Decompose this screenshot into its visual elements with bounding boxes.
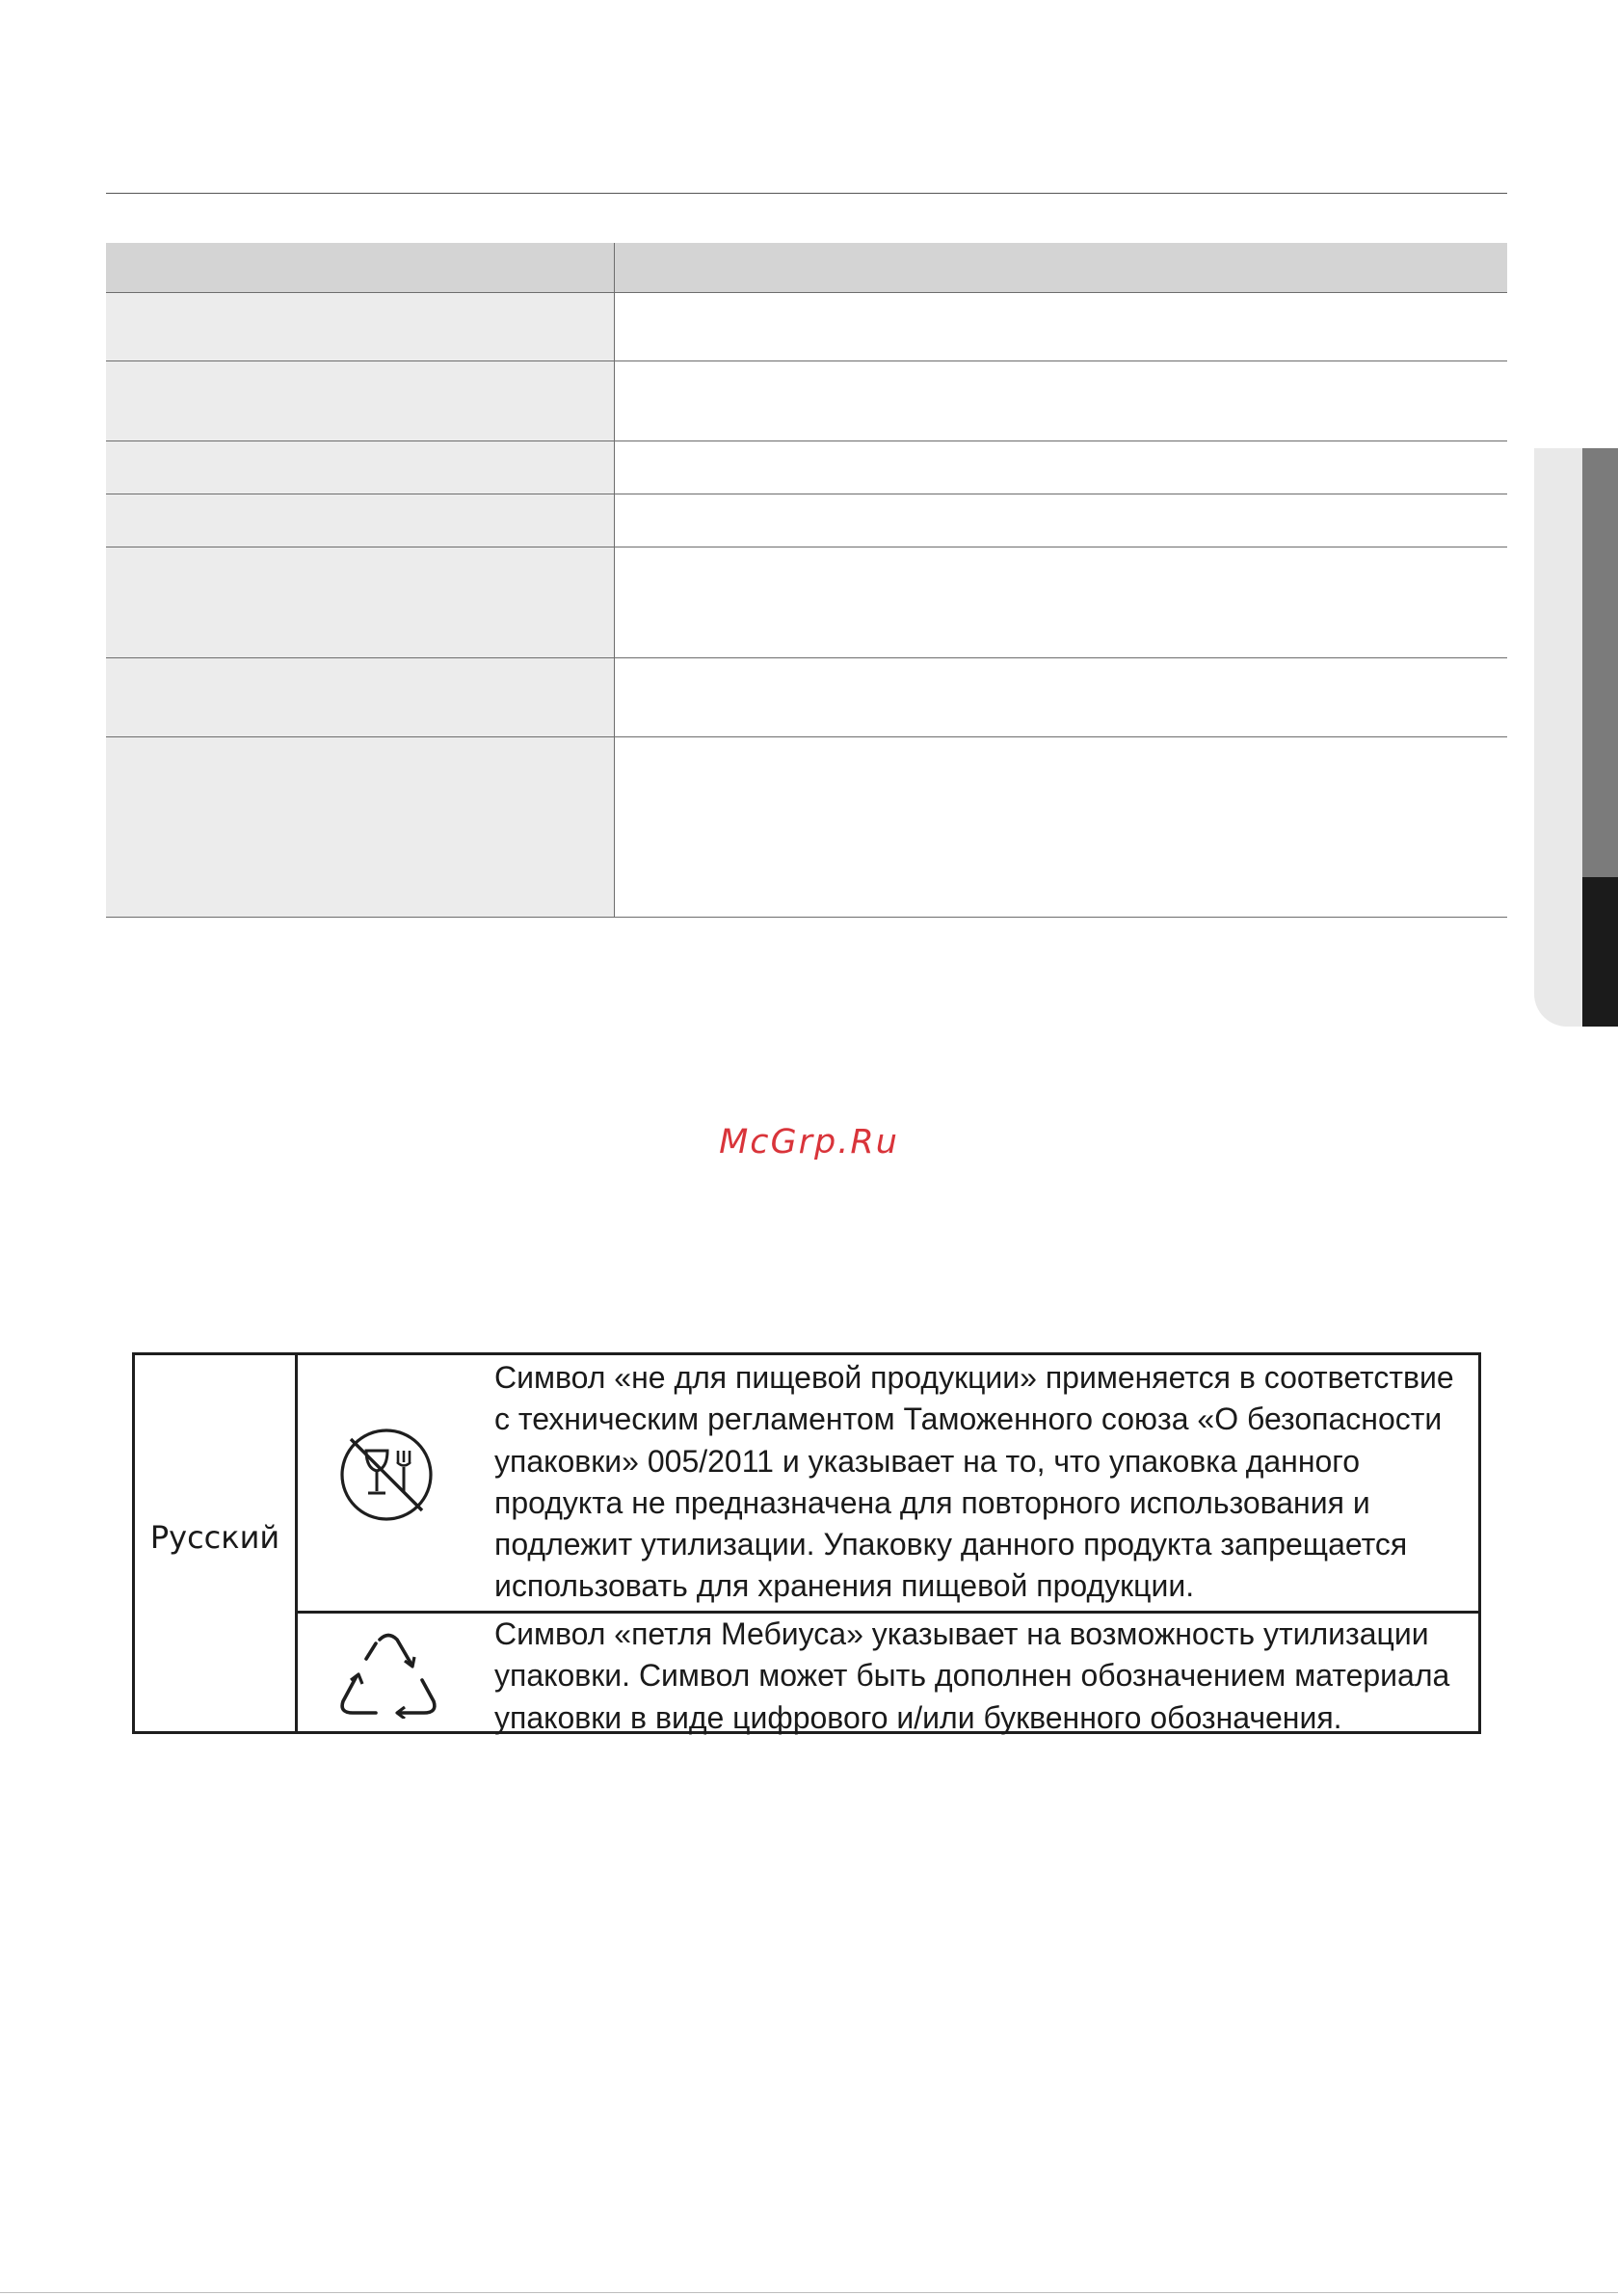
section-tab-marker-upper: [1582, 448, 1618, 877]
row-value-cell: [615, 547, 1508, 657]
description-line: использовать для хранения пищевой продукции.: [494, 1568, 1195, 1604]
table-row: [106, 494, 1507, 547]
header-value-cell: [615, 243, 1508, 292]
description-line: продукта не предназначена для повторного использования и: [494, 1484, 1370, 1520]
description-line: подлежит утилизации. Упаковку данного продукта запрещается: [494, 1527, 1408, 1562]
table-row: [106, 292, 1507, 360]
language-column: [135, 1355, 298, 1731]
description-line: упаковки в виде цифрового и/или буквенного обозначения.: [494, 1699, 1342, 1735]
row-label-cell: [106, 292, 615, 360]
description-line: с техническим регламентом Таможенного союза «О безопасности: [494, 1402, 1443, 1437]
row-value-cell: [615, 657, 1508, 736]
description-line: Символ «петля Мебиуса» указывает на возможность утилизации: [494, 1616, 1429, 1651]
row-value-cell: [615, 292, 1508, 360]
row-value-cell: [615, 736, 1508, 917]
table-row: [106, 657, 1507, 736]
section-tab-marker-lower: [1582, 877, 1618, 1027]
top-rule: [106, 193, 1507, 194]
language-label: Русский: [149, 1519, 280, 1556]
watermark: McGrp.Ru: [719, 1123, 899, 1161]
row-label-cell: [106, 441, 615, 494]
description-line: упаковки» 005/2011 и указывает на то, что упаковка данного: [494, 1443, 1361, 1479]
bottom-rule: [0, 2292, 1618, 2293]
row-label-cell: [106, 547, 615, 657]
spec-table: [106, 243, 1507, 918]
not-for-food-icon: [337, 1426, 436, 1524]
row-value-cell: [615, 360, 1508, 441]
description-line: упаковки. Символ может быть дополнен обозначением материала: [494, 1658, 1450, 1694]
mobius-loop-icon: [337, 1632, 439, 1719]
row-label-cell: [106, 657, 615, 736]
packaging-symbols-box: [132, 1352, 1481, 1734]
mobius-loop-description: [494, 1614, 1468, 1739]
table-row: [106, 736, 1507, 917]
row-label-cell: [106, 494, 615, 547]
table-row: [106, 547, 1507, 657]
header-label-cell: [106, 243, 615, 292]
row-label-cell: [106, 360, 615, 441]
row-label-cell: [106, 736, 615, 917]
table-header-row: [106, 243, 1507, 292]
row-value-cell: [615, 494, 1508, 547]
not-for-food-description: [494, 1357, 1468, 1608]
description-line: Символ «не для пищевой продукции» применяется в соответствие: [494, 1360, 1454, 1395]
table-row: [106, 360, 1507, 441]
table-row: [106, 441, 1507, 494]
row-value-cell: [615, 441, 1508, 494]
